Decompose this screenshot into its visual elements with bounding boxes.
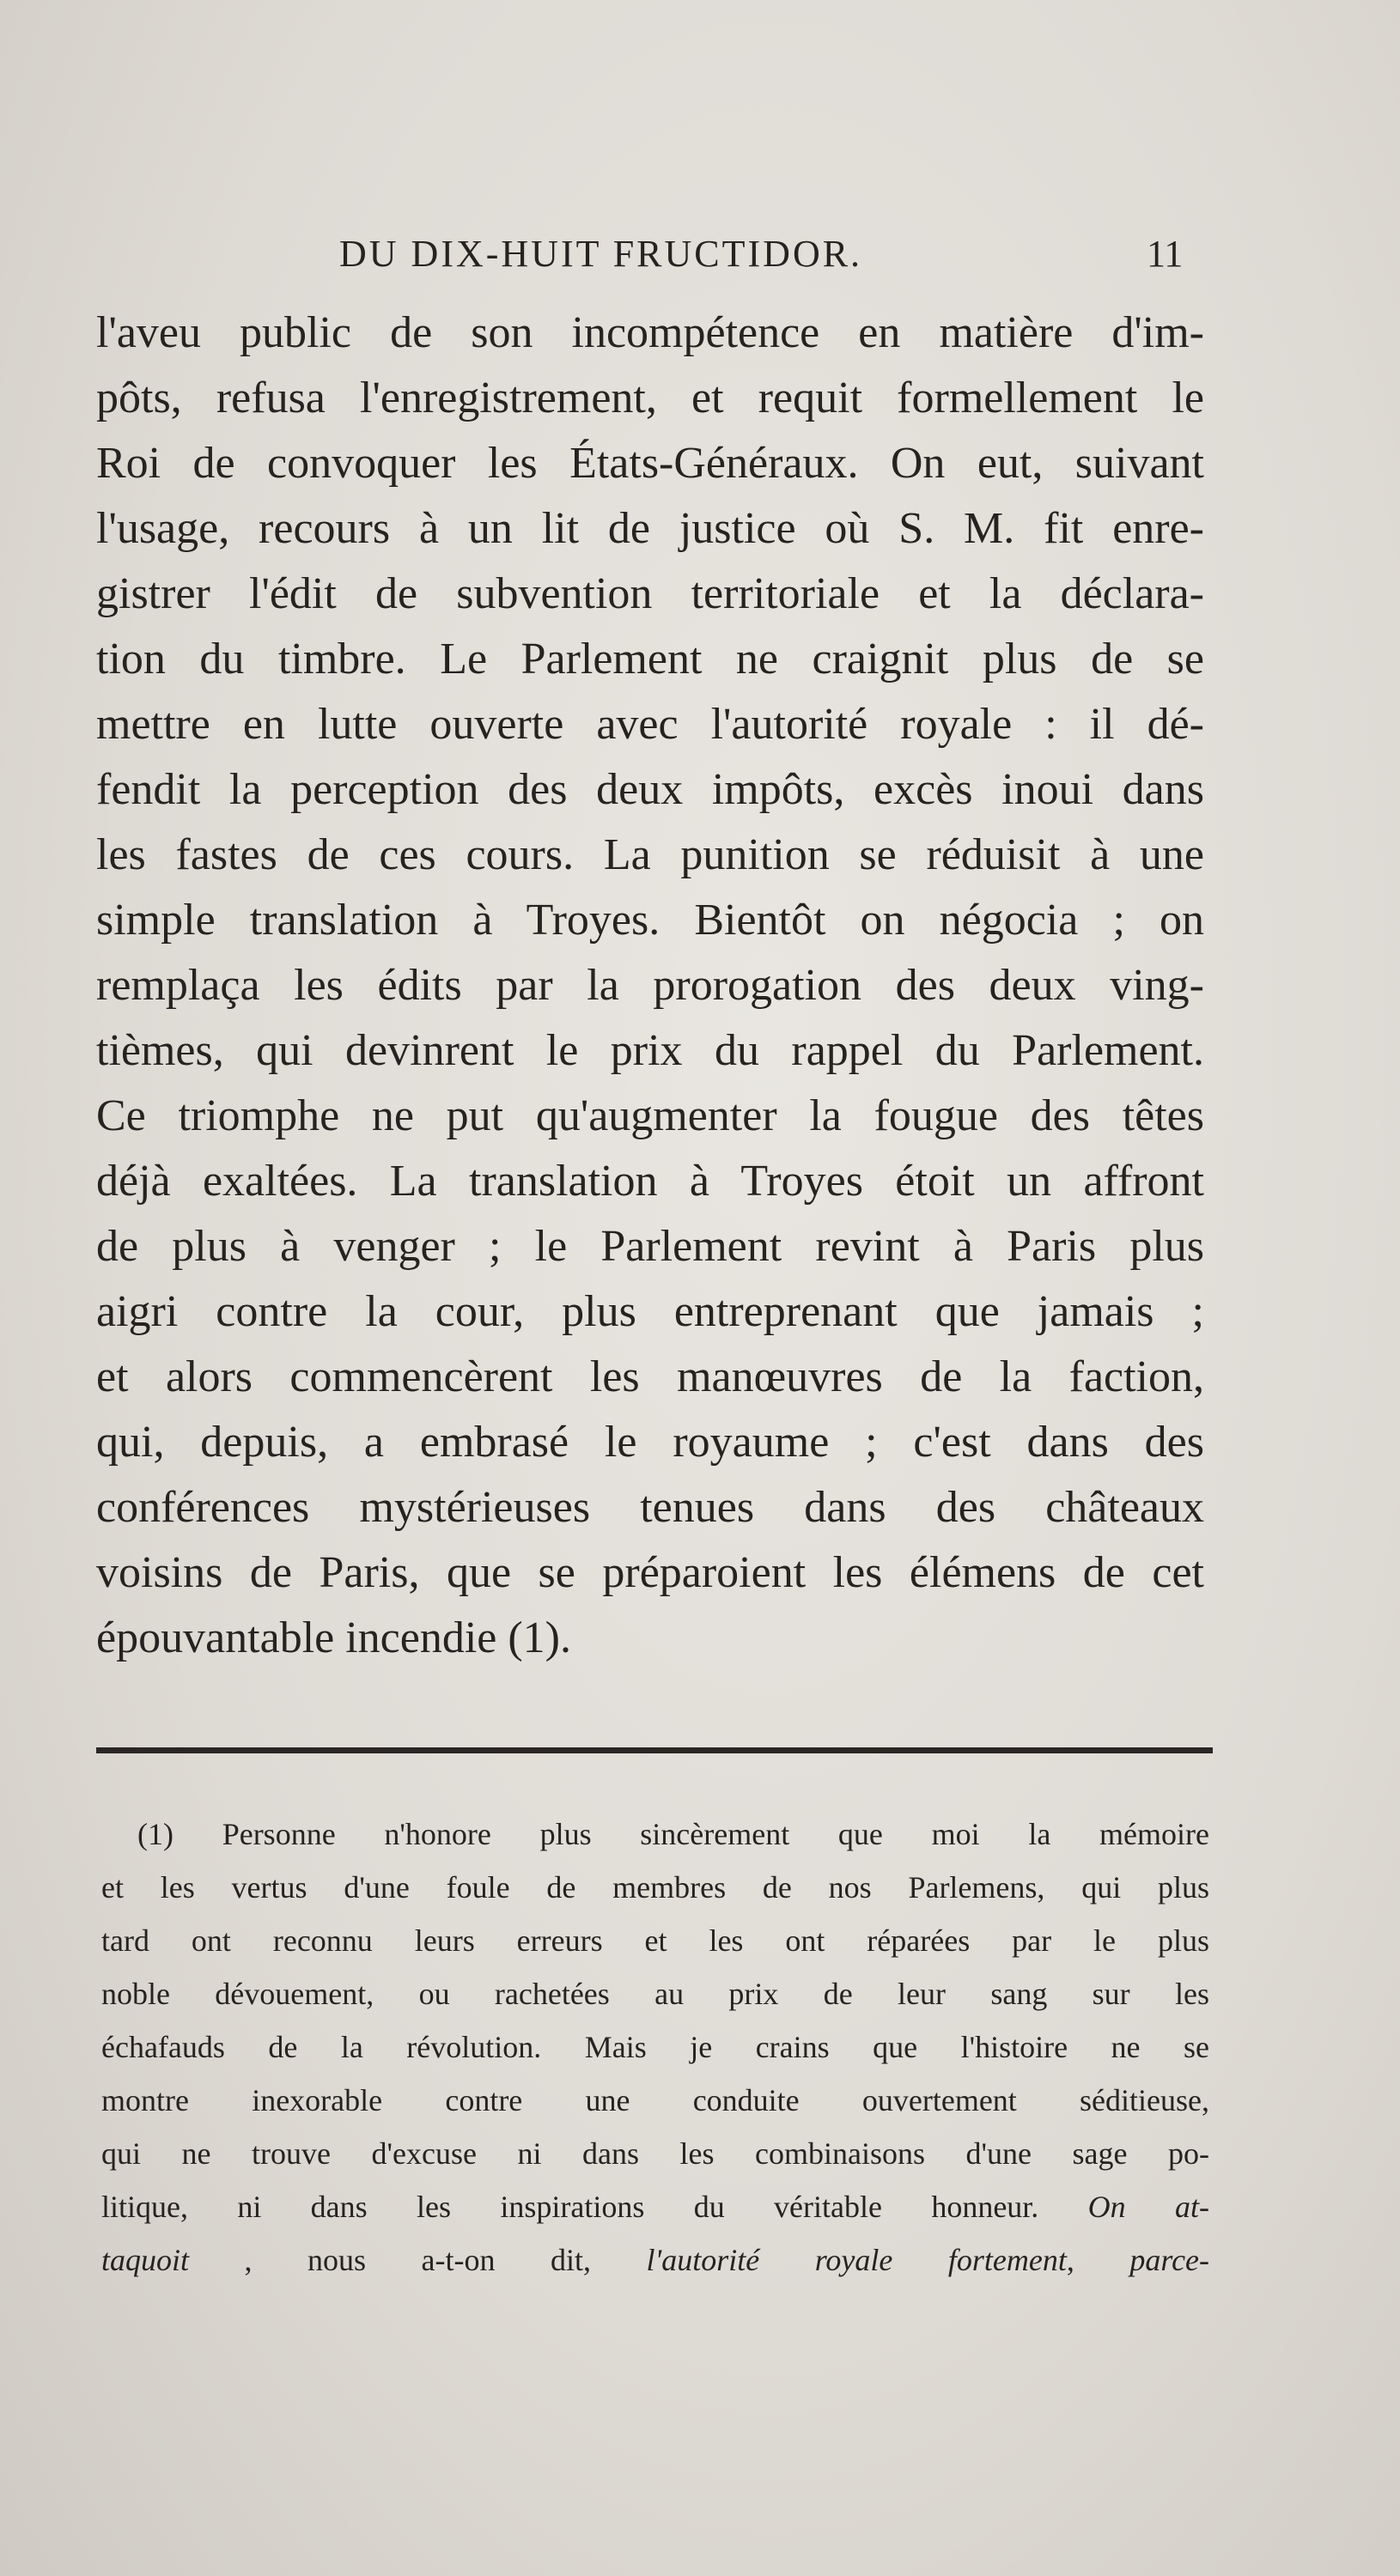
body-line: Ce triomphe ne put qu'augmenter la fougue des têtes xyxy=(96,1091,1204,1140)
body-line: pôts, refusa l'enregistrement, et requit formellement le xyxy=(96,374,1204,422)
footnote-italic-text: On at- xyxy=(1087,2190,1210,2224)
body-line: simple translation à Troyes. Bientôt on négocia ; on xyxy=(96,896,1204,945)
footnote-line: tard ont reconnu leurs erreurs et les ont réparées par le plus xyxy=(101,1923,1209,1958)
footnote-line: et les vertus d'une foule de membres de nos Parlemens, qui plus xyxy=(101,1870,1209,1905)
body-line: voisins de Paris, que se préparoient les élémens de cet xyxy=(96,1548,1204,1597)
footnote-line: (1) Personne n'honore plus sincèrement que moi la mémoire xyxy=(137,1817,1209,1851)
body-line: l'usage, recours à un lit de justice où S. M. fit enre- xyxy=(96,504,1204,553)
footnote-line: montre inexorable contre une conduite ouvertement séditieuse, xyxy=(101,2083,1209,2117)
body-line: qui, depuis, a embrasé le royaume ; c'est dans des xyxy=(96,1418,1204,1467)
footnote-line: qui ne trouve d'excuse ni dans les combinaisons d'une sage po- xyxy=(101,2136,1209,2171)
body-line: gistrer l'édit de subvention territoriale et la déclara- xyxy=(96,569,1204,618)
body-line: remplaça les édits par la prorogation des deux ving- xyxy=(96,961,1204,1010)
body-line: épouvantable incendie (1). xyxy=(96,1613,571,1662)
footnote-separator-rule xyxy=(96,1747,1213,1753)
body-line: déjà exaltées. La translation à Troyes étoit un affront xyxy=(96,1157,1204,1206)
body-line: l'aveu public de son incompétence en matière d'im- xyxy=(96,308,1204,357)
footnote xyxy=(101,1807,1209,2287)
footnote-italic-text: l'autorité royale fortement xyxy=(646,2243,1067,2277)
body-line: mettre en lutte ouverte avec l'autorité royale : il dé- xyxy=(96,700,1204,749)
running-head xyxy=(0,232,1400,283)
body-text xyxy=(96,301,1204,1671)
footnote-text: , nous a-t-on dit, xyxy=(244,2243,592,2277)
body-line: conférences mystérieuses tenues dans des châteaux xyxy=(96,1483,1204,1532)
body-line: tièmes, qui devinrent le prix du rappel du Parlement. xyxy=(96,1026,1204,1075)
running-title: DU DIX-HUIT FRUCTIDOR. xyxy=(339,233,863,275)
footnote-italic-text: parce- xyxy=(1129,2243,1210,2277)
body-line: tion du timbre. Le Parlement ne craignit plus de se xyxy=(96,635,1204,683)
body-line: et alors commencèrent les manœuvres de la faction, xyxy=(96,1352,1204,1401)
footnote-text: litique, ni dans les inspirations du véritable honneur. xyxy=(101,2190,1039,2224)
footnote-italic-text: taquoit xyxy=(101,2243,190,2277)
body-line: les fastes de ces cours. La punition se réduisit à une xyxy=(96,830,1204,879)
body-line: de plus à venger ; le Parlement revint à Paris plus xyxy=(96,1222,1204,1271)
footnote-line-final xyxy=(101,2233,1209,2287)
footnote-line: noble dévouement, ou rachetées au prix de leur sang sur les xyxy=(101,1977,1209,2011)
body-line: aigri contre la cour, plus entreprenant que jamais ; xyxy=(96,1287,1204,1336)
footnote-line: échafauds de la révolution. Mais je crains que l'histoire ne se xyxy=(101,2030,1209,2064)
body-line: Roi de convoquer les États-Généraux. On eut, suivant xyxy=(96,439,1204,488)
page-number: 11 xyxy=(1147,233,1184,275)
body-line: fendit la perception des deux impôts, excès inoui dans xyxy=(96,765,1204,814)
footnote-text: , xyxy=(1066,2243,1074,2277)
footnote-line-with-italic xyxy=(101,2180,1209,2233)
